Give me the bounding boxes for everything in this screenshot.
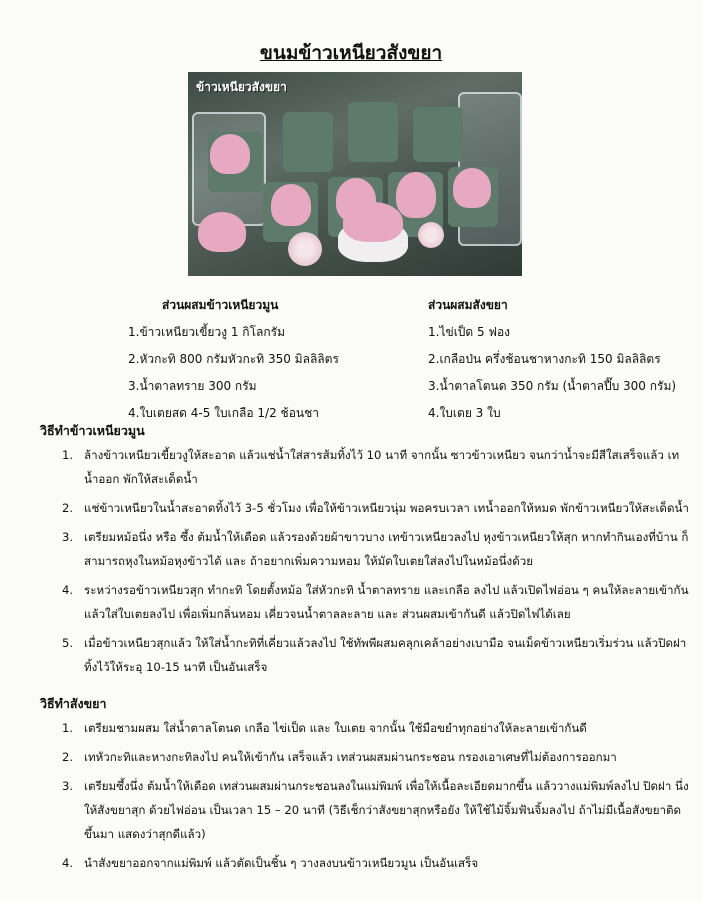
- ingredient-item: 1.ไข่เป็ด 5 ฟอง: [428, 325, 511, 339]
- ingredient-item: 1.ข้าวเหนียวเขี้ยวงู 1 กิโลกรัม: [128, 325, 285, 339]
- rice-method-heading: วิธีทำข้าวเหนียวมูน: [40, 423, 145, 438]
- list-item: 4. ระหว่างรอข้าวเหนียวสุก ทำกะทิ โดยตั้งหม้อ ใส่หัวกะทิ น้ำตาลทราย และเกลือ ลงไป แล้วเปิดไฟอ่อน ๆ คนให้ละลายเข้ากัน แล้วใส่ใบเตยลงไป เพื่อเพิ่มกลิ่นหอม เคี่ยวจนน้ำตาลละลาย และ ส่วนผสมเข้ากันดี แล้วปิดไฟได้เลย: [62, 583, 689, 621]
- list-item: 3. เตรียมหม้อนึ่ง หรือ ซึ้ง ต้มน้ำให้เดือด แล้วรองด้วยผ้าขาวบาง เทข้าวเหนียวลงไป หุงข้าวเหนียวให้สุก หากทำกินเองที่บ้าน ก็สามารถหุงในหม้อหุงข้าวได้ และ ถ้าอยากเพิ่มความหอม ให้มัดใบเตยใส่ลงไปในหม้อนึ่งด้วย: [62, 530, 689, 568]
- rice-ingredients-heading: ส่วนผสมข้าวเหนียวมูน: [162, 298, 279, 312]
- list-item: 1. เตรียมชามผสม ใส่น้ำตาลโตนด เกลือ ไข่เป็ด และ ใบเตย จากนั้น ใช้มือขยำทุกอย่างให้ละลายเข้ากันดี: [62, 721, 587, 735]
- ingredient-item: 2.เกลือป่น ครึ่งช้อนชาหางกะทิ 150 มิลลิลิตร: [428, 352, 661, 366]
- ingredient-item: 3.น้ำตาลทราย 300 กรัม: [128, 379, 257, 393]
- ingredient-item: 4.ใบเตยสด 4-5 ใบเกลือ 1/2 ช้อนชา: [128, 406, 319, 420]
- rice-method-steps: [40, 443, 690, 684]
- custard-ingredients-heading: ส่วนผสมสังขยา: [428, 298, 508, 312]
- photo-caption: ข้าวเหนียวสังขยา: [196, 80, 287, 94]
- custard-method-heading: วิธีทำสังขยา: [40, 696, 107, 711]
- ingredient-item: 3.น้ำตาลโตนด 350 กรัม (น้ำตาลปี๊บ 300 กรัม): [428, 379, 677, 393]
- ingredient-item: 2.หัวกะทิ 800 กรัมหัวกะทิ 350 มิลลิลิตร: [128, 352, 339, 366]
- rice-ingredients: [128, 292, 339, 427]
- recipe-photo: [188, 72, 522, 276]
- list-item: 5. เมื่อข้าวเหนียวสุกแล้ว ให้ใส่น้ำกะทิที่เคี่ยวแล้วลงไป ใช้ทัพพีผสมคลุกเคล้าอย่างเบามือ จนเม็ดข้าวเหนียวเริ่มร่วน แล้วปิดฝาทิ้งไว้ให้ระอุ 10-15 นาที เป็นอันเสร็จ: [62, 636, 687, 674]
- list-item: 1. ล้างข้าวเหนียวเขี้ยวงูให้สะอาด แล้วแช่น้ำใส่สารส้มทิ้งไว้ 10 นาที จากนั้น ซาวข้าวเหนียว จนกว่าน้ำจะมีสีใสเสร็จแล้ว เทน้ำออก พักให้สะเด็ดน้ำ: [62, 448, 680, 486]
- list-item: 2. แช่ข้าวเหนียวในน้ำสะอาดทิ้งไว้ 3-5 ชั่วโมง เพื่อให้ข้าวเหนียวนุ่ม พอครบเวลา เทน้ำออกให้หมด พักข้าวเหนียวให้สะเด็ดน้ำ: [62, 501, 689, 515]
- ingredient-item: 4.ใบเตย 3 ใบ: [428, 406, 501, 420]
- custard-method-steps: [40, 716, 690, 880]
- list-item: 2. เทหัวกะทิและหางกะทิลงไป คนให้เข้ากัน เสร็จแล้ว เทส่วนผสมผ่านกระชอน กรองเอาเศษที่ไม่ต้องการออกมา: [62, 750, 617, 764]
- custard-ingredients: [428, 292, 676, 427]
- list-item: 3. เตรียมซึ้งนึ่ง ต้มน้ำให้เดือด เทส่วนผสมผ่านกระชอนลงในแม่พิมพ์ เพื่อให้เนื้อละเอียดมากขึ้น แล้ววางแม่พิมพ์ลงไป ปิดฝา นึ่งให้สังขยาสุก ด้วยไฟอ่อน เป็นเวลา 15 – 20 นาที (วิธีเช็กว่าสังขยาสุกหรือยัง ให้ใช้ไม้จิ้มฟันจิ้มลงไป ถ้าไม่มีเนื้อสังขยาติดขึ้นมา แสดงว่าสุกดีแล้ว): [62, 779, 689, 841]
- list-item: 4. นำสังขยาออกจากแม่พิมพ์ แล้วตัดเป็นชิ้น ๆ วางลงบนข้าวเหนียวมูน เป็นอันเสร็จ: [62, 856, 479, 870]
- page-title: ขนมข้าวเหนียวสังขยา: [259, 42, 443, 64]
